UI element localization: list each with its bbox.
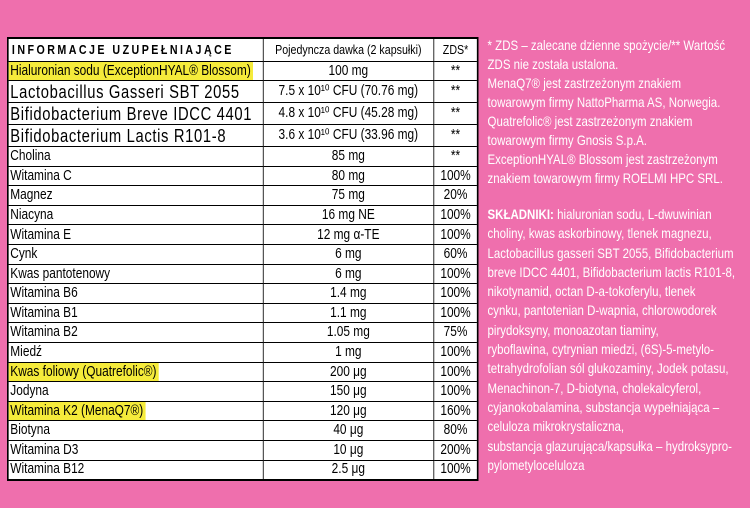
- ingredient-cell: [8, 81, 263, 103]
- dose-cell: 1.1 mg: [263, 303, 434, 323]
- table-row: [8, 81, 478, 103]
- dose-cell: 100 mg: [263, 61, 434, 81]
- ingredients-line: [488, 205, 745, 224]
- ingredient-cell: [8, 460, 263, 480]
- rdi-cell: 100%: [434, 343, 478, 363]
- ingredients-line: choliny, kwas askorbinowy, tlenek magnezu,: [487, 225, 712, 242]
- ingredients-line: pirydoksyny, monoazotan tiaminy,: [487, 321, 659, 338]
- ingredient-cell: [8, 303, 263, 323]
- header-ingredient: INFORMACJE UZUPEŁNIAJĄCE: [8, 38, 263, 61]
- ingredient-name: Witamina B2: [10, 324, 78, 341]
- header-rdi: ZDS*: [434, 38, 478, 61]
- ingredient-cell: [8, 125, 263, 147]
- table-row: [8, 186, 478, 206]
- rdi-cell: 200%: [434, 441, 478, 461]
- supplement-facts-table-wrapper: [7, 37, 477, 481]
- ingredients-line: celuloza mikrokrystaliczna,: [487, 418, 625, 435]
- table-row: [8, 441, 478, 461]
- ingredients-line: pylometyloceluloza: [487, 456, 585, 473]
- dose-cell: 10 μg: [263, 441, 434, 461]
- ingredient-name: Niacyna: [10, 206, 54, 223]
- header-dose: Pojedyncza dawka (2 kapsułki): [263, 38, 434, 61]
- table-row: [8, 401, 478, 421]
- dose-cell: 1 mg: [263, 343, 434, 363]
- footnote-line: ZDS nie została ustalona.: [487, 56, 619, 72]
- ingredient-cell: [8, 382, 263, 402]
- ingredient-cell: [8, 401, 263, 421]
- table-row: [8, 284, 478, 304]
- ingredient-name: Witamina B6: [10, 285, 78, 302]
- dose-cell: 4.8 x 10¹⁰ CFU (45.28 mg): [263, 103, 434, 125]
- table-row: [8, 303, 478, 323]
- ingredient-name: Jodyna: [10, 383, 49, 400]
- rdi-cell: 100%: [434, 284, 478, 304]
- ingredient-name: Bifidobacterium Breve IDCC 4401: [10, 103, 253, 124]
- table-row: [8, 205, 478, 225]
- table-row: [8, 103, 478, 125]
- rdi-cell: 80%: [434, 421, 478, 441]
- dose-cell: 200 μg: [263, 362, 434, 382]
- table-row: [8, 61, 478, 81]
- ingredient-name: Witamina D3: [10, 442, 79, 459]
- rdi-cell: **: [434, 125, 478, 147]
- rdi-cell: 160%: [434, 401, 478, 421]
- ingredient-cell: [8, 323, 263, 343]
- table-row: [8, 343, 478, 363]
- footnote-line: MenaQ7® jest zastrzeżonym znakiem: [487, 75, 682, 91]
- dose-cell: 85 mg: [263, 147, 434, 167]
- table-row: [8, 421, 478, 441]
- supplement-facts-table: [7, 37, 479, 481]
- footnote-line: ExceptionHYAL® Blossom jest zastrzeżonym: [487, 151, 718, 167]
- ingredient-cell: [8, 343, 263, 363]
- dose-cell: 40 μg: [263, 421, 434, 441]
- footnote-line: towarowym firmy Gnosis S.p.A.: [487, 132, 648, 148]
- rdi-cell: 100%: [434, 460, 478, 480]
- table-row: [8, 460, 478, 480]
- ingredient-name: Cynk: [10, 246, 38, 263]
- ingredients-label: SKŁADNIKI:: [487, 206, 554, 222]
- rdi-cell: **: [434, 147, 478, 167]
- dose-cell: 75 mg: [263, 186, 434, 206]
- ingredient-cell: [8, 103, 263, 125]
- dose-cell: 7.5 x 10¹⁰ CFU (70.76 mg): [263, 81, 434, 103]
- dose-cell: 6 mg: [263, 264, 434, 284]
- ingredients-line: breve IDCC 4401, Bifidobacterium lactis R101-8,: [487, 263, 736, 280]
- ingredient-cell: [8, 421, 263, 441]
- table-row: [8, 362, 478, 382]
- dose-cell: 120 μg: [263, 401, 434, 421]
- rdi-cell: 100%: [434, 362, 478, 382]
- ingredient-name: Witamina B1: [10, 304, 78, 321]
- ingredients-line: ryboflawina, cytrynian miedzi, (6S)-5-metylo-: [487, 341, 715, 358]
- footnote-line: towarowym firmy NattoPharma AS, Norwegia.: [487, 94, 721, 110]
- dose-cell: 1.05 mg: [263, 323, 434, 343]
- table-row: [8, 264, 478, 284]
- ingredients-line: Lactobacillus gasseri SBT 2055, Bifidobacterium: [487, 244, 734, 261]
- dose-cell: 150 μg: [263, 382, 434, 402]
- ingredient-cell: [8, 362, 263, 382]
- table-row: [8, 225, 478, 245]
- ingredient-name: Hialuronian sodu (ExceptionHYAL® Blossom): [9, 62, 254, 80]
- ingredients-line: cynku, pantotenian D-wapnia, chlorowodorek: [487, 302, 717, 319]
- table-row: [8, 166, 478, 186]
- dose-cell: 12 mg α-TE: [263, 225, 434, 245]
- rdi-cell: 100%: [434, 166, 478, 186]
- ingredient-cell: [8, 441, 263, 461]
- ingredient-name: Witamina C: [10, 167, 72, 184]
- dose-cell: 16 mg NE: [263, 205, 434, 225]
- rdi-cell: 100%: [434, 225, 478, 245]
- ingredient-name: Lactobacillus Gasseri SBT 2055: [10, 81, 240, 102]
- rdi-cell: 100%: [434, 205, 478, 225]
- table-row: [8, 323, 478, 343]
- rdi-cell: 75%: [434, 323, 478, 343]
- dose-cell: 1.4 mg: [263, 284, 434, 304]
- ingredients-line: substancja glazurująca/kapsułka – hydroksypro-: [487, 437, 732, 454]
- table-header-row: [8, 38, 478, 61]
- ingredient-cell: [8, 166, 263, 186]
- ingredient-cell: [8, 205, 263, 225]
- ingredient-name: Magnez: [10, 187, 53, 204]
- table-row: [8, 125, 478, 147]
- ingredient-name: Witamina E: [10, 226, 72, 243]
- rdi-cell: **: [434, 103, 478, 125]
- table-row: [8, 147, 478, 167]
- dose-cell: 6 mg: [263, 245, 434, 265]
- ingredients-list: [488, 205, 745, 475]
- dose-cell: 3.6 x 10¹⁰ CFU (33.96 mg): [263, 125, 434, 147]
- ingredient-name: Witamina K2 (MenaQ7®): [9, 402, 146, 420]
- footnote-line: znakiem towarowym firmy ROELMI HPC SRL.: [487, 170, 723, 186]
- rdi-cell: 20%: [434, 186, 478, 206]
- ingredient-name: Kwas pantotenowy: [10, 265, 111, 282]
- ingredients-text: hialuronian sodu, L-dwuwinian: [557, 206, 712, 222]
- ingredient-name: Bifidobacterium Lactis R101-8: [10, 125, 227, 146]
- ingredient-cell: [8, 264, 263, 284]
- ingredient-cell: [8, 186, 263, 206]
- rdi-cell: 60%: [434, 245, 478, 265]
- ingredient-name: Witamina B12: [10, 461, 85, 478]
- ingredient-name: Biotyna: [10, 422, 50, 439]
- ingredient-cell: [8, 284, 263, 304]
- rdi-cell: **: [434, 61, 478, 81]
- rdi-cell: **: [434, 81, 478, 103]
- table-row: [8, 245, 478, 265]
- ingredient-cell: [8, 61, 263, 81]
- ingredient-name: Kwas foliowy (Quatrefolic®): [9, 363, 159, 381]
- ingredient-cell: [8, 147, 263, 167]
- ingredients-line: nikotynamid, octan D-a-tokoferylu, tlenek: [487, 283, 696, 300]
- ingredient-cell: [8, 245, 263, 265]
- footnotes: [488, 36, 745, 188]
- ingredient-name: Miedź: [10, 344, 43, 361]
- rdi-cell: 100%: [434, 264, 478, 284]
- dose-cell: 2.5 μg: [263, 460, 434, 480]
- footnote-line: Quatrefolic® jest zastrzeżonym znakiem: [487, 113, 693, 129]
- dose-cell: 80 mg: [263, 166, 434, 186]
- table-row: [8, 382, 478, 402]
- ingredient-name: Cholina: [10, 148, 51, 165]
- ingredients-line: cyjanokobalamina, substancja wypełniająca –: [487, 398, 720, 415]
- ingredients-line: Menachinon-7, D-biotyna, cholekalcyferol,: [487, 379, 702, 396]
- ingredients-line: tetrahydrofolian sól glukozaminy, Jodek potasu,: [487, 360, 729, 377]
- ingredient-cell: [8, 225, 263, 245]
- rdi-cell: 100%: [434, 303, 478, 323]
- rdi-cell: 100%: [434, 382, 478, 402]
- footnote-line: * ZDS – zalecane dzienne spożycie/** Wartość: [487, 37, 726, 53]
